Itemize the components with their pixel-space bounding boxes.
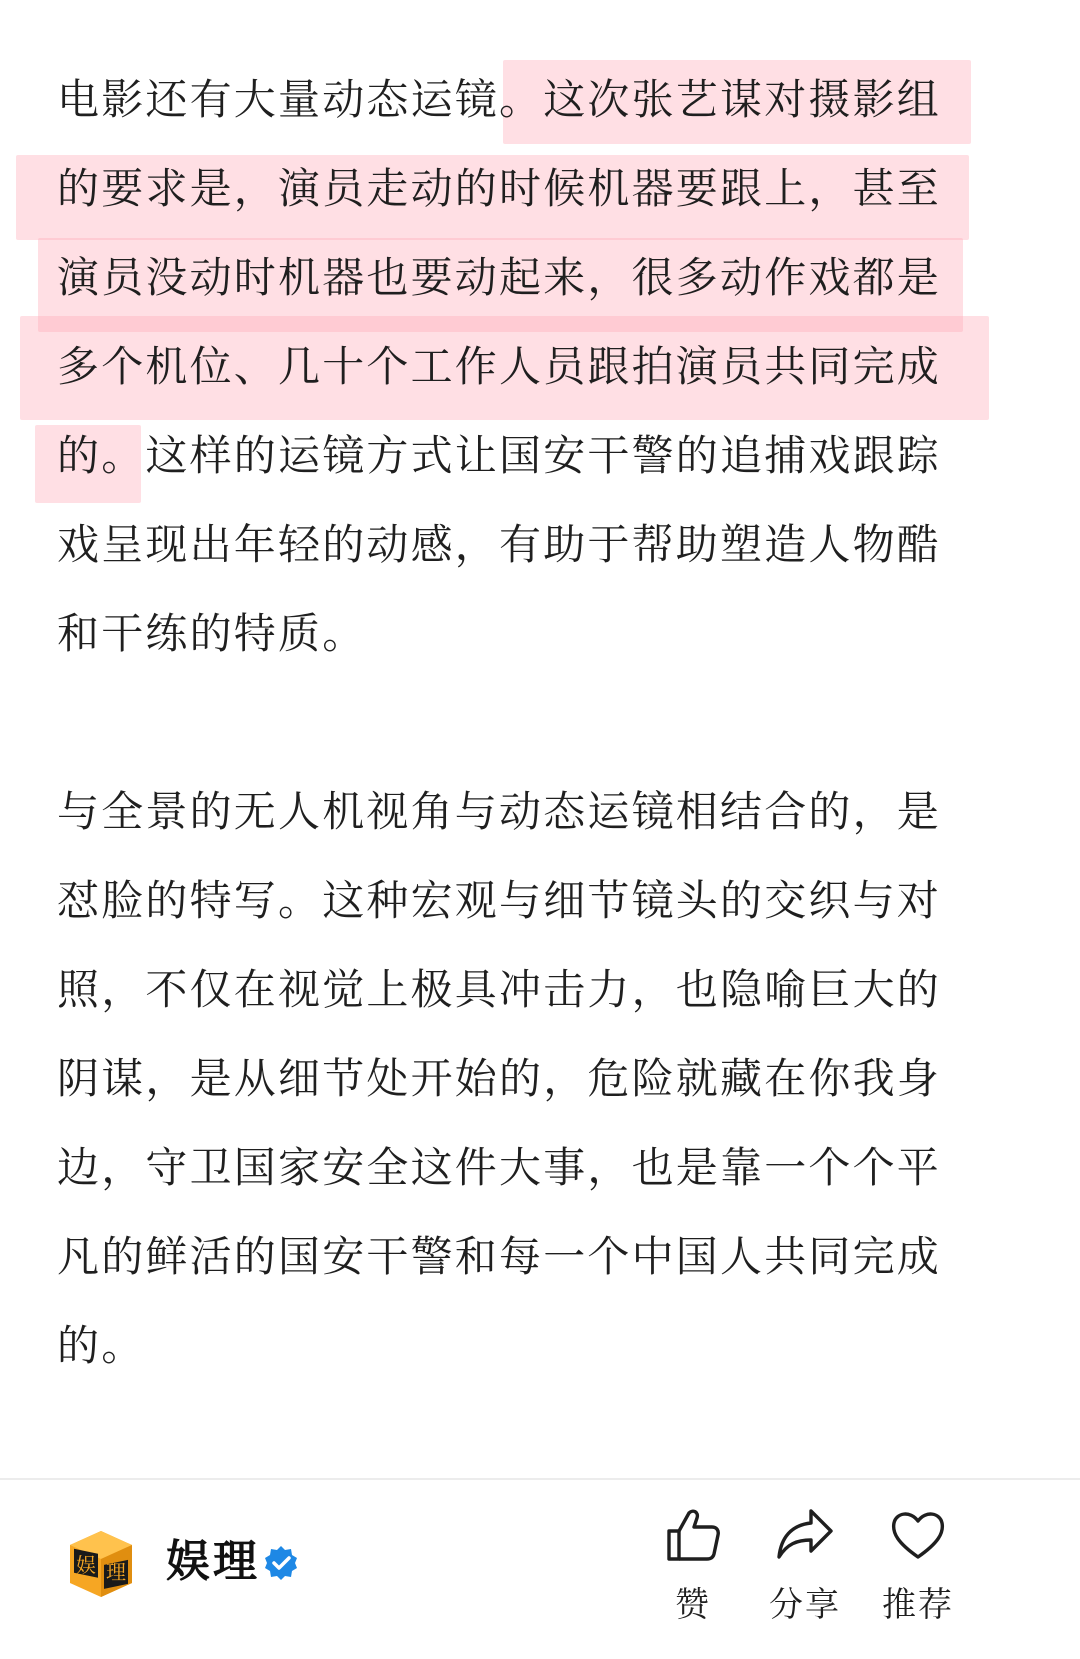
- thumbs-up-icon: [663, 1505, 723, 1565]
- heart-icon: [888, 1505, 948, 1565]
- paragraph-line: 戏呈现出年轻的动感，有助于帮助塑造人物酷: [57, 520, 942, 569]
- author-footer-bar: [0, 1480, 1080, 1659]
- author-name[interactable]: 娱理: [166, 1536, 260, 1587]
- share-arrow-icon: [775, 1505, 835, 1565]
- like-label: 赞: [675, 1585, 711, 1625]
- avatar-text-2: 理: [106, 1560, 126, 1584]
- recommend-button[interactable]: [863, 1505, 973, 1635]
- paragraph-line: 边，守卫国家安全这件大事，也是靠一个个平: [57, 1143, 942, 1192]
- paragraph-line: 和干练的特质。: [57, 609, 367, 658]
- paragraph-line: 的。: [57, 1321, 146, 1370]
- paragraph-line: 怼脸的特写。这种宏观与细节镜头的交织与对: [57, 876, 942, 925]
- recommend-label: 推荐: [882, 1585, 954, 1625]
- paragraph-line: 与全景的无人机视角与动态运镜相结合的，是: [57, 787, 942, 836]
- paragraph-line: 的。这样的运镜方式让国安干警的追捕戏跟踪: [57, 431, 942, 480]
- avatar-text-1: 娱: [76, 1553, 96, 1577]
- paragraph-line: 电影还有大量动态运镜。这次张艺谋对摄影组: [57, 75, 942, 124]
- paragraph-line: 凡的鲜活的国安干警和每一个中国人共同完成: [57, 1232, 942, 1281]
- like-button[interactable]: [638, 1505, 748, 1635]
- paragraph-line: 演员没动时机器也要动起来，很多动作戏都是: [57, 253, 942, 302]
- verified-badge-icon: [262, 1544, 300, 1582]
- share-label: 分享: [769, 1585, 841, 1625]
- avatar-logo-icon: [66, 1529, 136, 1599]
- paragraph-line: 的要求是，演员走动的时候机器要跟上，甚至: [57, 164, 942, 213]
- paragraph-line: 照，不仅在视觉上极具冲击力，也隐喻巨大的: [57, 965, 942, 1014]
- author-avatar[interactable]: [66, 1529, 136, 1599]
- paragraph-line: 阴谋，是从细节处开始的，危险就藏在你我身: [57, 1054, 942, 1103]
- share-button[interactable]: [750, 1505, 860, 1635]
- paragraph-line: 多个机位、几十个工作人员跟拍演员共同完成: [57, 342, 942, 391]
